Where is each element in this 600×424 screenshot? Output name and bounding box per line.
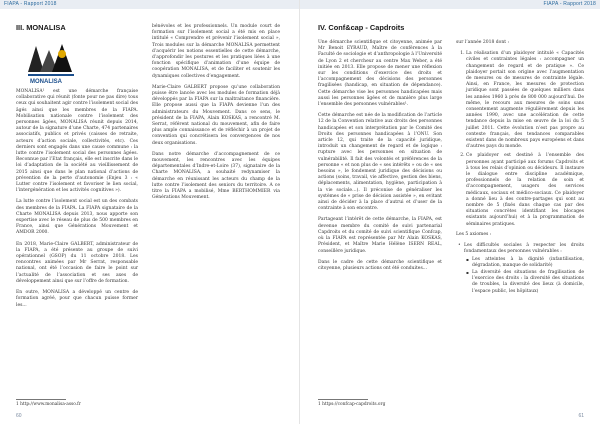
right-column-1 — [318, 40, 442, 277]
list-item: ▪ Les atteintes à la dignité (infantilisation, dégradation, manque de solidarité) — [472, 257, 584, 269]
monalisa-logo-icon — [22, 40, 82, 86]
top-banner — [0, 0, 300, 9]
footnote-rule — [16, 399, 66, 400]
paragraph: bénévoles et les professionnels. Un module court de formation sur l’isolement social a été mis en place intitulé « Comprendre et prévenir l’isolement social », Trois modules sur la démarche MONALISA permettent d’acquérir les notions essentielles de cette démarche, d’approfondir les postures et les pratiques liées à une fonction spécifique d’animation d’une équipe de coopération MONALISA, et de faciliter et soutenir les dynamiques collectives d’engagement. — [152, 24, 280, 79]
paragraph: En outre, MONALISA a développé un centre de formation agréé, pour que chacun puisse former les... — [16, 290, 138, 308]
paragraph: Partageant l’intérêt de cette démarche, la FIAPA, est devenue membre du comité de suivi partenarial Capdroits et du comité de suivi scientifique Confcap, où la FIAPA est représentée par Mr Alain KOSKAS, Président, et Maître Marie Hélène ISERN REAL, conseillère juridique. — [318, 217, 442, 254]
sub-bullet-list — [464, 257, 584, 295]
paragraph: Marie-Claire GALBERT propose qu’une collaboration puisse être lancée avec les modules de formation déjà développés par la FIAPA sur la maltraitance financière. Elle propose aussi que la FIAPA devienne l’un des administrateurs du Mouvement. Dans ce sens, le président de la FIAPA, Alain KOSKAS, a rencontré M. Serrat, référent national du mouvement, afin de faire plus ample connaissance et de réfléchir à un projet de convention qui concrétisera les convergences de nos deux organisations. — [152, 84, 280, 146]
footnote: 1 http://www.monalisa-asso.fr — [16, 402, 81, 407]
paragraph: Dans le cadre de cette démarche scientifique et citoyenne, plusieurs actions ont été conduites... — [318, 259, 442, 271]
page-number: 61 — [578, 413, 584, 419]
list-item — [464, 243, 584, 295]
paragraph: Dans notre démarche d’accompagnement de ce mouvement, les rencontres avec les équipes départementales d’Indre-et-Loire (37), signataire de la Charte MONALISA, a souhaité redynamiser la démarche en réunissant les acteurs du champ de la lutte contre l’isolement des seniors du territoire. A ce titre la FIAPA a mobilisé, Mme BERTHOMMIER via Générations Mouvement. — [152, 151, 280, 201]
bullet-list — [456, 243, 584, 295]
list-item-text: Les difficultés sociales à respecter les droits fondamentaux des personnes vulnérables : — [464, 243, 584, 255]
running-head: FIAPA - Rapport 2018 — [4, 1, 57, 7]
left-column-2 — [152, 24, 280, 206]
monalisa-logo — [22, 40, 82, 86]
list-item: 1. La réalisation d’un plaidoyer intitulé « Capacités civiles et contraintes légales : accompagner un changement de regard et de pratique ». Ce plaidoyer portait son origine avec l’augmentation de mesures ou de mesures de contrainte légale. Ainsi, en France, les mesures de protection juridique sont passées de quelques milliers dans les années 1960 à près de 800 000 aujourd’hui. De même, le recours aux mesures de soins sans consentement augmente régulièrement depuis les années 1990, avec une accélération de cette tendance depuis la mise en œuvre de la loi du 5 juillet 2011. Cette évolution n’est pas propre au contexte français, des tendances comparables existent dans de nombreux pays européens et dans d’autres pays du monde. — [466, 51, 584, 150]
numbered-list — [456, 51, 584, 228]
section-heading: III. MONALISA — [16, 23, 66, 32]
paragraph: En 2018, Marie-Claire GALBERT, administrateur de la FIAPA, a été présente au groupe de suivi opérationnel (GSOP) du 11 octobre 2018. Les rencontres animées par Mr Serrat, responsable national, ont été l’occasion de faire le point sur l’actualité de l’association et ses axes de développement ainsi que sur l’offre de formation. — [16, 241, 138, 284]
right-column-2 — [456, 40, 584, 299]
right-page — [300, 0, 600, 424]
list-item: 2. Ce plaidoyer est destiné à l’ensemble des personnes ayant participé aux forums Capdroits et à tous les relais d’opinion ou décideurs. Il instaure le dialogue entre discipline académique, professionnels de la relation de soin et d’accompagnement, usagers des services médicaux, sociaux et médico-sociaux. Ce plaidoyer a donné lieu à des contre-partages qui sont au nombre de 5 (fixés dans chaque cas par des situations concrètes identifiant les blocages existants aujourd’hui) et à la programmation de séminaires pratiques. — [466, 153, 584, 227]
paragraph: Les 5 axiomes : — [456, 231, 492, 237]
running-head: FIAPA - Rapport 2018 — [543, 1, 596, 7]
paragraph: Cette démarche est née de la modification de l’article 12 de la Convention relative aux droits des personnes handicapées et son interprétation par le Comité des Droits des personnes handicapées à l’ONU. Son article 12, qui traite de la capacité juridique, introduit un changement de regard et de logique : rupture avec les personnes en situation de vulnérabilité. Il fait des volontés et préférences de la personne « et non plus de « ses intérêts » ou de « ses besoins », le fondement juridique des décisions ou actions (soins, travail, vie affective, gestion des biens, déplacements, alimentation, hygiène, participation à la vie sociale…). Il préconise de généraliser les systèmes de « prise de décision assistée », en evitant ainsi de décider à la place d’autrui et d’user de la contrainte à son encontre. — [318, 113, 442, 212]
paragraph: sur l’année 2018 dont : — [456, 40, 510, 45]
logo-tagline: MONALISA — [30, 79, 62, 85]
paragraph: Une démarche scientifique et citoyenne, animée par Mr Benoit EYRAUD, Maître de conférences à la Faculté de sociologie et d’anthropologie à l’Université de Lyon 2 et chercheur au centre Max Weber, a été initiée en 2013. Elle propose de mener une réflexion sur les conditions d’exercice des droits et l’accompagnement des décisions des personnes fragilisées (handicap, en situation de dépendance). Cette démarche vise les personnes handicapées mais aussi les personnes âgées et de manière plus large l’ensemble des personnes vulnérables¹. — [318, 40, 442, 108]
footnote: 1 https://confcap-capdroits.org — [318, 402, 386, 407]
page-number: 60 — [16, 413, 22, 419]
paragraph: MONALISA¹ est une démarche française collaborative qui réunit (fonte pour ne pas dire) tous ceux qui souhaitent agir contre l’isolement social des âgés ainsi que les membres de la FIAPA. Mobilisation nationale contre l’isolement des personnes âgées, MONALISA réunit depuis 2014, autour de la signature d’une Charte, 474 partenaires associatifs, publics et privés (caisses de retraite, acteurs d’action sociale, collectivités, etc). Ces derniers sont engagés dans une cause commune : la lutte contre l’isolement social des personnes âgées. Reconnue par l’Etat français, elle est inscrite dans le loi d’adaptation de la société au vieillissement de 2015 ainsi que dans le plan national d’actions de prévention de la perte d’autonomie (Enjeu 3 : « Lutter contre l’isolement et favoriser le lien social, l’intergénération et les activités cognitives »). — [16, 89, 138, 194]
section-heading: IV. Conf&cap - Capdroits — [318, 23, 405, 32]
top-banner — [300, 0, 600, 9]
list-item: ▪ La diversité des situations de fragilisation de l’exercice des droits : la diversité des situations de troubles, la diversité des lieux (à domicile, l’espace public, les hôpitaux) — [472, 270, 584, 295]
left-column-1 — [16, 40, 138, 314]
paragraph: La lutte contre l’isolement social est un des combats des membres de la FIAPA. La FIAPA signataire de la Charte MONALISA depuis 2013, nous apporte son expertise avec le réseau de plus de 500 membres en France, ainsi que Générations Mouvement et AMDOR 2000. — [16, 199, 138, 236]
footnote-rule — [318, 399, 368, 400]
